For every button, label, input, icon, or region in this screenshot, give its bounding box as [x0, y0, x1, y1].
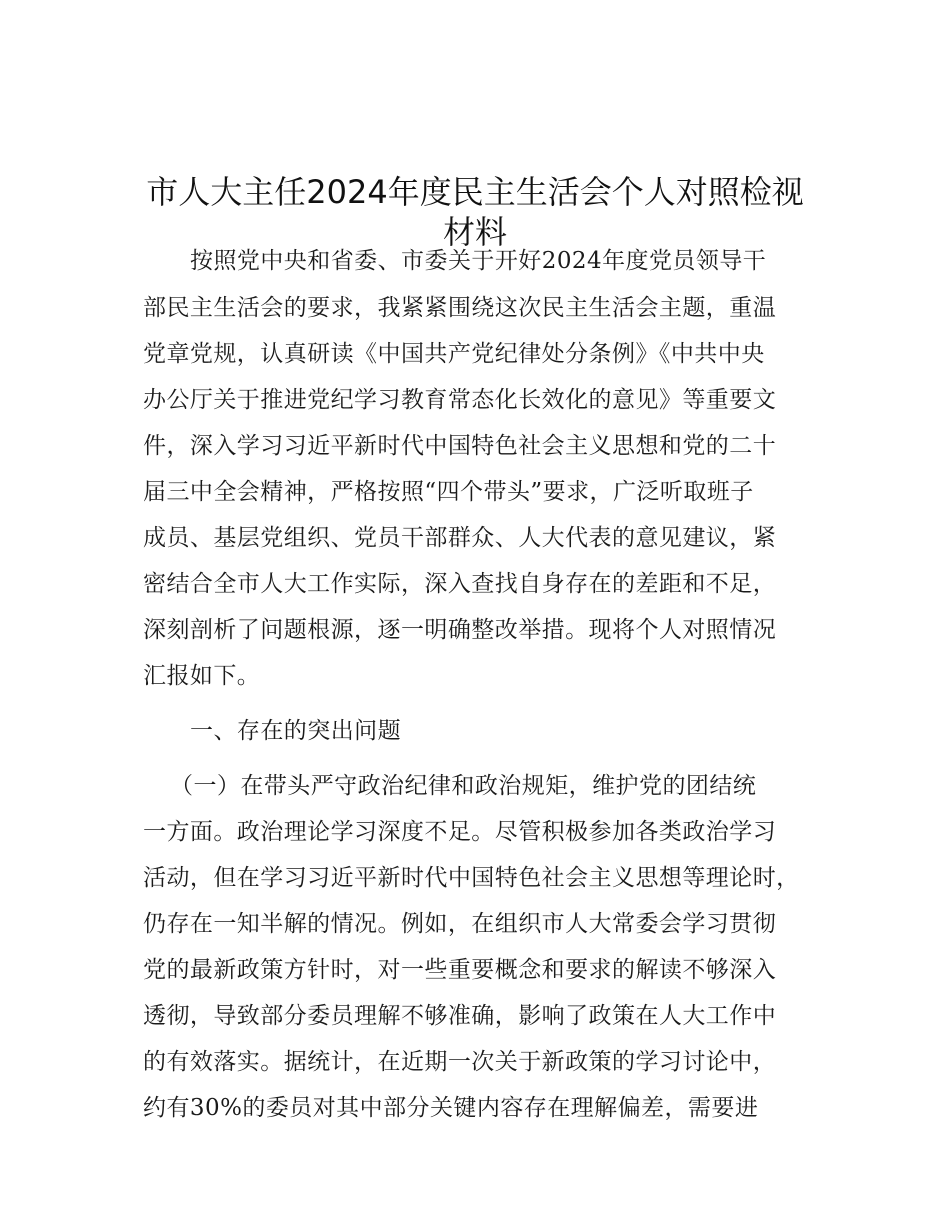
paragraph-1-line: 成员、基层党组织、党员干部群众、人大代表的意见建议，紧: [143, 525, 777, 551]
paragraph-1-line: 汇报如下。: [143, 663, 261, 689]
paragraph-2-line: 透彻，导致部分委员理解不够准确，影响了政策在人大工作中: [143, 1003, 777, 1029]
paragraph-1-line: 届三中全会精神，严格按照“四个带头”要求，广泛听取班子: [143, 479, 754, 505]
paragraph-2-line: 一方面。政治理论学习深度不足。尽管积极参加各类政治学习: [143, 819, 777, 845]
section-heading: 一、存在的突出问题: [190, 718, 402, 744]
paragraph-1-line: 党章党规，认真研读《中国共产党纪律处分条例》《中共中央: [143, 341, 765, 367]
paragraph-2-line: 约有30%的委员对其中部分关键内容存在理解偏差，需要进: [143, 1095, 759, 1121]
paragraph-1-line: 办公厅关于推进党纪学习教育常态化长效化的意见》等重要文: [143, 387, 777, 413]
paragraph-1-line: 密结合全市人大工作实际，深入查找自身存在的差距和不足，: [143, 571, 777, 597]
paragraph-2-line: （一）在带头严守政治纪律和政治规矩，维护党的团结统: [170, 773, 757, 799]
paragraph-1-line: 部民主生活会的要求，我紧紧围绕这次民主生活会主题，重温: [143, 295, 777, 321]
document-title-line-2: 材料: [442, 213, 507, 251]
paragraph-2-line: 党的最新政策方针时，对一些重要概念和要求的解读不够深入: [143, 957, 777, 983]
paragraph-1-line: 按照党中央和省委、市委关于开好2024年度党员领导干: [190, 248, 767, 274]
paragraph-2-line: 仍存在一知半解的情况。例如，在组织市人大常委会学习贯彻: [143, 911, 777, 937]
paragraph-2-line: 活动，但在学习习近平新时代中国特色社会主义思想等理论时，: [143, 865, 800, 891]
paragraph-1-line: 件，深入学习习近平新时代中国特色社会主义思想和党的二十: [143, 433, 777, 459]
document-title-line-1: 市人大主任2024年度民主生活会个人对照检视: [146, 173, 804, 211]
paragraph-2-line: 的有效落实。据统计，在近期一次关于新政策的学习讨论中，: [143, 1049, 777, 1075]
paragraph-1-line: 深刻剖析了问题根源，逐一明确整改举措。现将个人对照情况: [143, 617, 777, 643]
